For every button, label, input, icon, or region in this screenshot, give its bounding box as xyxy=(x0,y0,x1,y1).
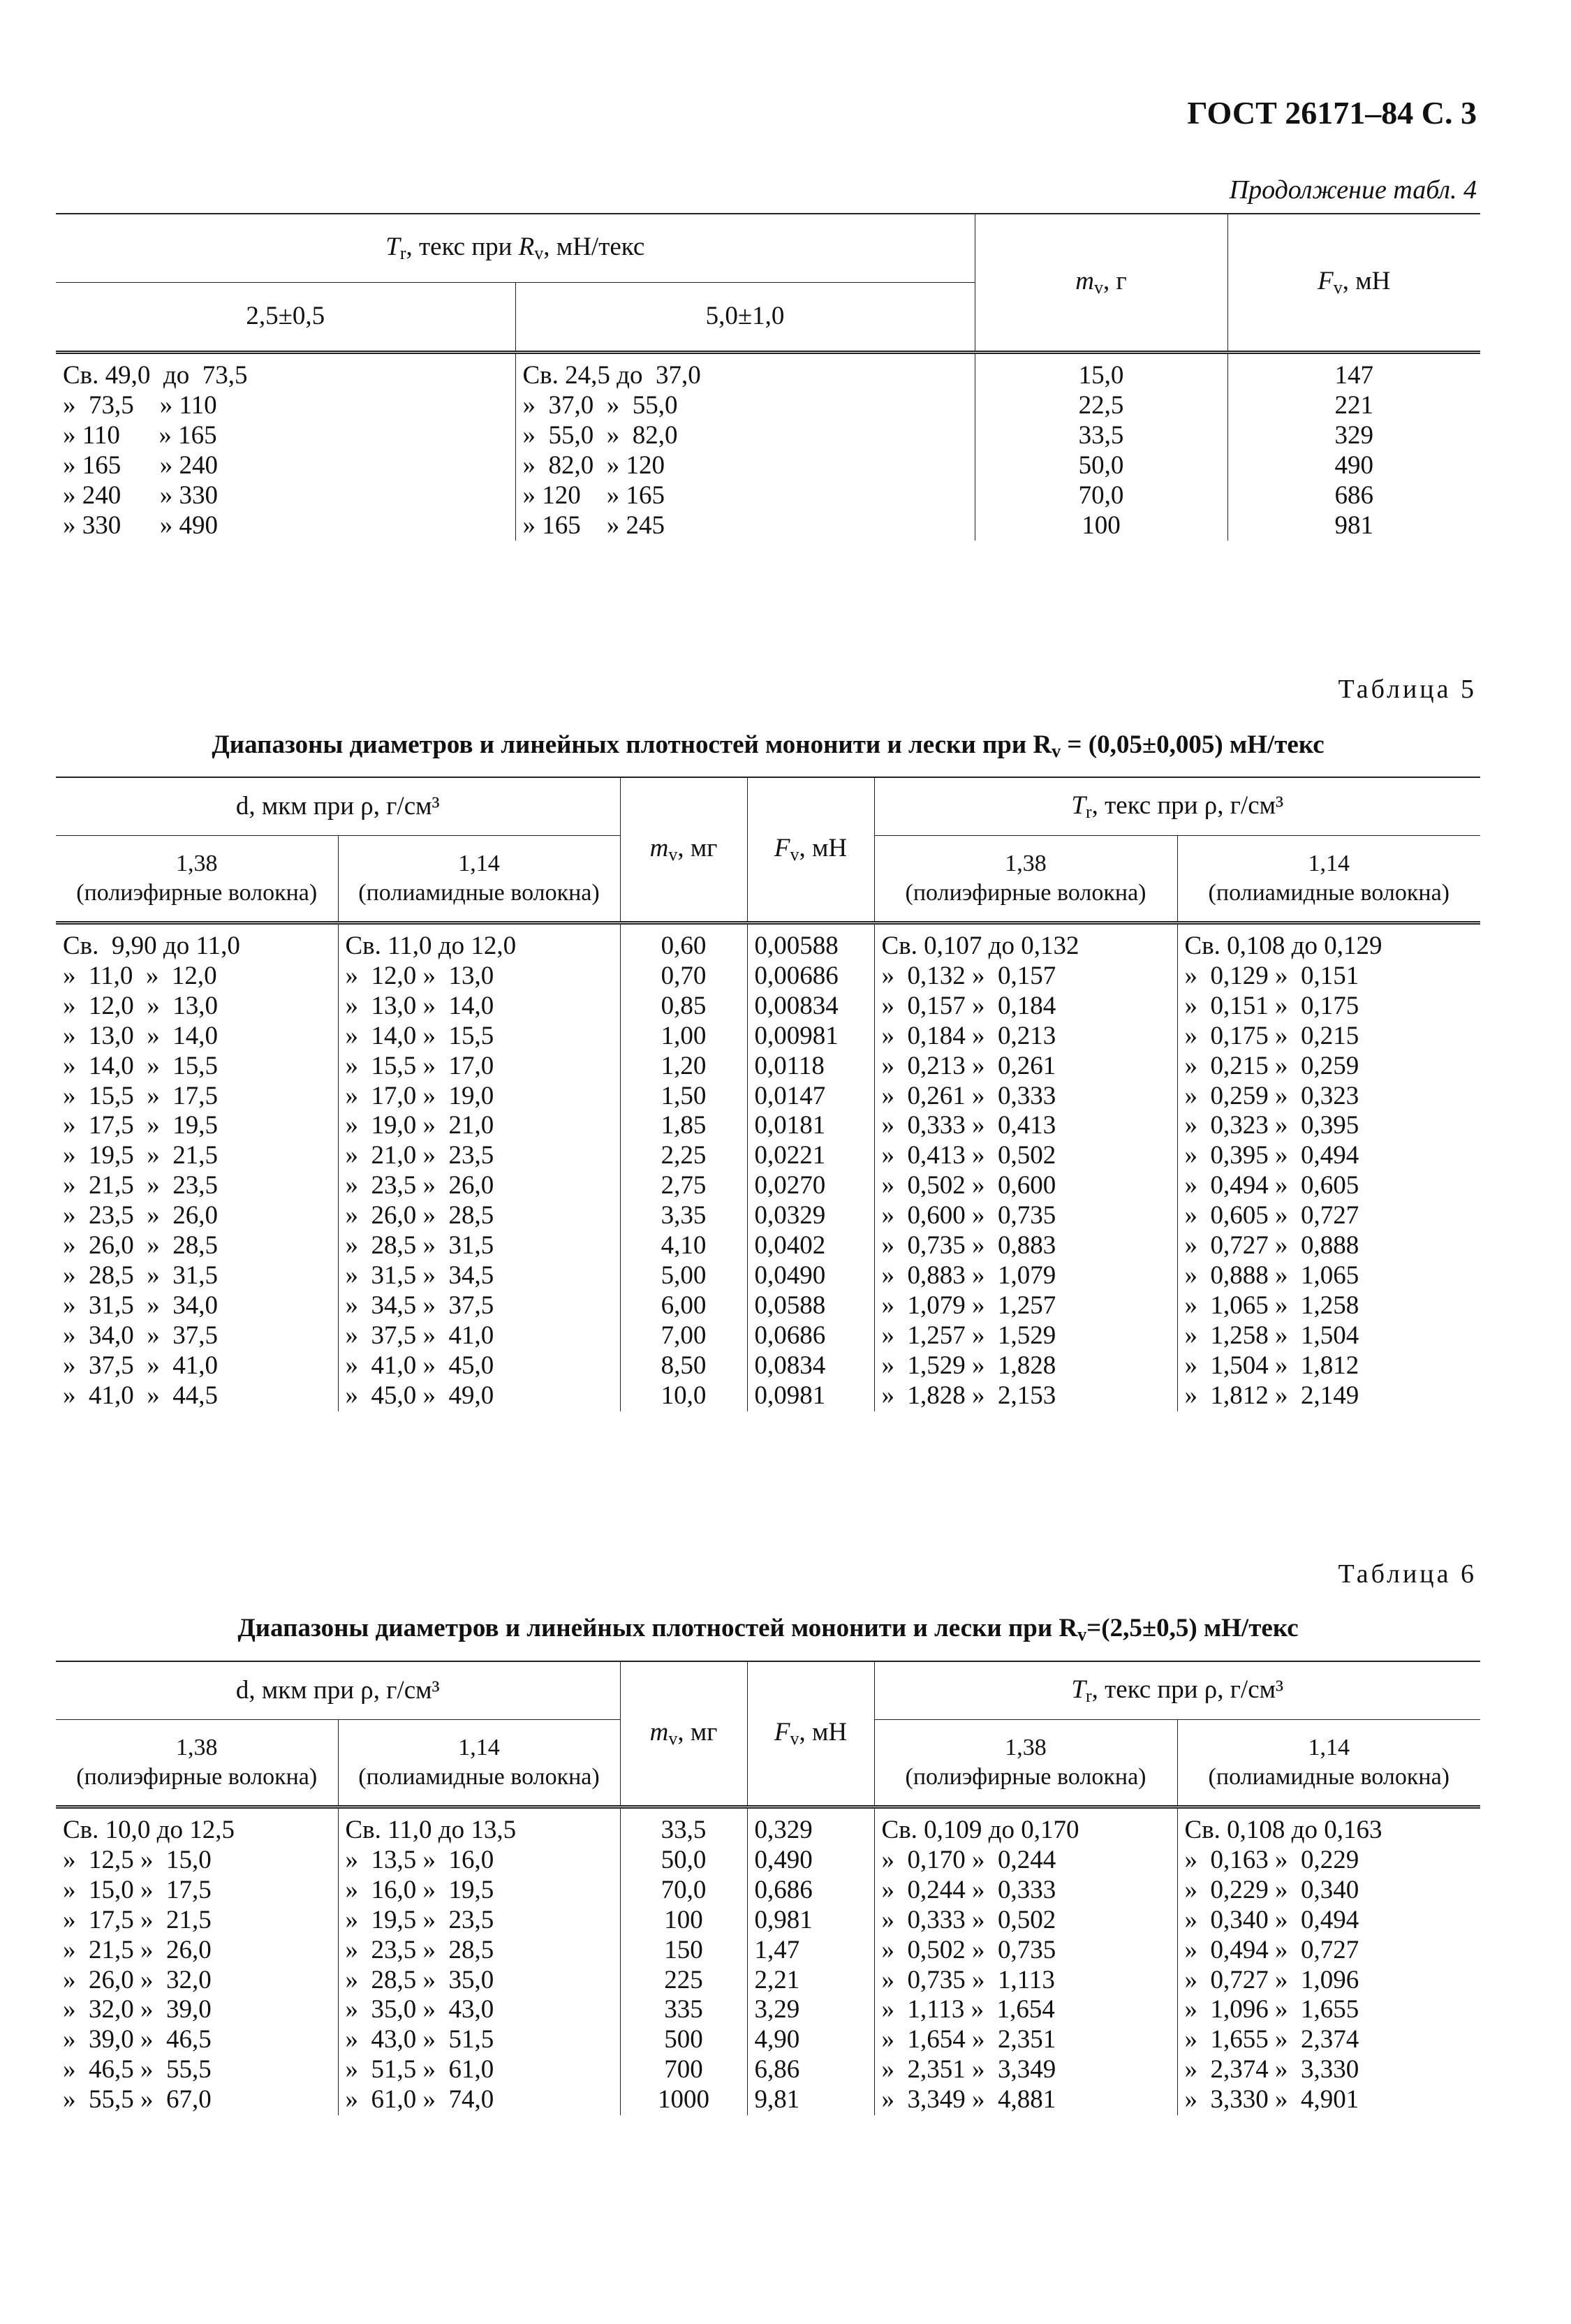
table-cell: » 0,170 » 0,244 xyxy=(874,1846,1177,1876)
table-cell: » 0,735 » 0,883 xyxy=(874,1231,1177,1261)
table-cell: » 32,0 » 39,0 xyxy=(63,1995,212,2024)
table-cell: 1,20 xyxy=(620,1052,747,1082)
table-cell: 335 xyxy=(620,1995,747,2025)
table-cell: » 73,5 » 110 xyxy=(63,390,217,420)
table-cell: » 41,0 » 45,0 xyxy=(338,1351,620,1381)
table-cell: » 28,5 » 35,0 xyxy=(338,1966,620,1996)
table-cell: » 21,5 » 23,5 xyxy=(63,1171,218,1200)
table-cell: 33,5 xyxy=(620,1807,747,1846)
table-cell: 50,0 xyxy=(975,451,1227,481)
table-cell: » 35,0 » 43,0 xyxy=(338,1995,620,2025)
t5-body xyxy=(56,923,1480,1411)
table-row xyxy=(56,923,1480,962)
table-cell: 0,00981 xyxy=(747,1022,874,1052)
table-cell: » 13,5 » 16,0 xyxy=(338,1846,620,1876)
table-4 xyxy=(56,213,1480,540)
table-cell: 50,0 xyxy=(620,1846,747,1876)
table-cell: » 19,5 » 21,5 xyxy=(63,1141,218,1170)
table-cell: 147 xyxy=(1227,353,1480,391)
table-cell: Св. 0,108 до 0,163 xyxy=(1177,1807,1480,1846)
table-cell: » 0,333 » 0,413 xyxy=(874,1111,1177,1141)
table-cell: 0,00686 xyxy=(747,962,874,992)
table-cell: » 0,259 » 0,323 xyxy=(1177,1082,1480,1112)
table-row xyxy=(56,1261,1480,1291)
table-cell: » 1,812 » 2,149 xyxy=(1177,1381,1480,1411)
table-row xyxy=(56,1936,1480,1966)
table-cell: » 0,883 » 1,079 xyxy=(874,1261,1177,1291)
table-cell: » 120 » 165 xyxy=(515,481,975,511)
table-cell: 0,00588 xyxy=(747,923,874,962)
table-cell: 0,0686 xyxy=(747,1321,874,1351)
table-row xyxy=(56,451,1480,481)
table-cell: 0,0118 xyxy=(747,1052,874,1082)
table-cell: » 17,0 » 19,0 xyxy=(338,1082,620,1112)
t6-header-fv: $F_v$, мН xyxy=(747,1661,874,1807)
table-cell: » 23,5 » 28,5 xyxy=(338,1936,620,1966)
table-cell: » 34,5 » 37,5 xyxy=(338,1291,620,1321)
table-row xyxy=(56,1022,1480,1052)
table-cell: » 1,258 » 1,504 xyxy=(1177,1321,1480,1351)
table-cell: 0,981 xyxy=(747,1906,874,1936)
table-6-label: Таблица 6 xyxy=(1338,1559,1477,1589)
table-cell: » 21,5 » 26,0 xyxy=(63,1935,212,1964)
table-cell: » 45,0 » 49,0 xyxy=(338,1381,620,1411)
table-cell: » 1,113 » 1,654 xyxy=(874,1995,1177,2025)
table-cell: Св. 0,107 до 0,132 xyxy=(874,923,1177,962)
table-cell: » 0,151 » 0,175 xyxy=(1177,992,1480,1022)
table-cell: » 16,0 » 19,5 xyxy=(338,1876,620,1906)
table-cell: Св. 24,5 до 37,0 xyxy=(515,353,975,391)
table-cell: » 23,5 » 26,0 xyxy=(338,1171,620,1201)
table-cell: 0,70 xyxy=(620,962,747,992)
table-cell: 0,490 xyxy=(747,1846,874,1876)
table-cell: 15,0 xyxy=(975,353,1227,391)
table-cell: » 0,229 » 0,340 xyxy=(1177,1876,1480,1906)
t6-sub-col-3: 1,38 (полиэфирные волокна) xyxy=(874,1720,1177,1807)
table-cell: » 37,5 » 41,0 xyxy=(338,1321,620,1351)
table-cell: » 165 » 240 xyxy=(63,450,218,480)
table-cell: 329 xyxy=(1227,421,1480,451)
table-cell: » 15,0 » 17,5 xyxy=(63,1875,212,1904)
table-cell: 6,00 xyxy=(620,1291,747,1321)
table-cell: » 12,5 » 15,0 xyxy=(63,1845,212,1874)
table-row xyxy=(56,1141,1480,1171)
table-cell: » 0,163 » 0,229 xyxy=(1177,1846,1480,1876)
table-cell: 0,0490 xyxy=(747,1261,874,1291)
table-5 xyxy=(56,777,1480,1411)
t5-header-d: d, мкм при ρ, г/см³ xyxy=(56,777,620,836)
table-cell: 0,0270 xyxy=(747,1171,874,1201)
table-row xyxy=(56,1291,1480,1321)
table-cell: » 0,494 » 0,605 xyxy=(1177,1171,1480,1201)
table-cell: 4,10 xyxy=(620,1231,747,1261)
t5-sub-col-3: 1,38 (полиэфирные волокна) xyxy=(874,836,1177,923)
table-row xyxy=(56,1201,1480,1231)
table-cell: » 165 » 245 xyxy=(515,511,975,541)
table-cell: » 1,257 » 1,529 xyxy=(874,1321,1177,1351)
table-row xyxy=(56,421,1480,451)
t6-sub-col-4: 1,14 (полиамидные волокна) xyxy=(1177,1720,1480,1807)
table-cell: 3,29 xyxy=(747,1995,874,2025)
table-cell: » 19,0 » 21,0 xyxy=(338,1111,620,1141)
t4-header-col-a: 2,5±0,5 xyxy=(56,283,515,353)
table-cell: 7,00 xyxy=(620,1321,747,1351)
table-cell: 0,686 xyxy=(747,1876,874,1906)
table-cell: 100 xyxy=(975,511,1227,541)
table-cell: Св. 0,109 до 0,170 xyxy=(874,1807,1177,1846)
t5-sub-col-2: 1,14 (полиамидные волокна) xyxy=(338,836,620,923)
table-row xyxy=(56,1052,1480,1082)
table-cell: » 1,828 » 2,153 xyxy=(874,1381,1177,1411)
table-cell: » 28,5 » 31,5 xyxy=(338,1231,620,1261)
table-row xyxy=(56,2055,1480,2085)
table-cell: » 43,0 » 51,5 xyxy=(338,2025,620,2055)
table-cell: 500 xyxy=(620,2025,747,2055)
table-cell: » 0,175 » 0,215 xyxy=(1177,1022,1480,1052)
table-cell: » 0,157 » 0,184 xyxy=(874,992,1177,1022)
table-cell: » 0,888 » 1,065 xyxy=(1177,1261,1480,1291)
table-cell: 100 xyxy=(620,1906,747,1936)
table-cell: 225 xyxy=(620,1966,747,1996)
table-cell: » 0,340 » 0,494 xyxy=(1177,1906,1480,1936)
table-cell: » 26,0 » 28,5 xyxy=(63,1231,218,1260)
table-cell: » 0,213 » 0,261 xyxy=(874,1052,1177,1082)
table-row xyxy=(56,962,1480,992)
table-6-title: Диапазоны диаметров и линейных плотностей мононити и лески при $R_v=(2,5\pm 0,5)$ мН/текс xyxy=(237,1614,1299,1645)
table-cell: » 1,504 » 1,812 xyxy=(1177,1351,1480,1381)
t5-sub-col-4: 1,14 (полиамидные волокна) xyxy=(1177,836,1480,923)
table-cell: » 46,5 » 55,5 xyxy=(63,2055,212,2084)
table-cell: » 2,351 » 3,349 xyxy=(874,2055,1177,2085)
table-cell: 1000 xyxy=(620,2085,747,2115)
table-cell: » 13,0 » 14,0 xyxy=(338,992,620,1022)
table-cell: » 1,096 » 1,655 xyxy=(1177,1995,1480,2025)
table-cell: » 15,5 » 17,0 xyxy=(338,1052,620,1082)
table-cell: 6,86 xyxy=(747,2055,874,2085)
table-cell: » 0,727 » 1,096 xyxy=(1177,1966,1480,1996)
table-cell: » 61,0 » 74,0 xyxy=(338,2085,620,2115)
table-cell: 1,50 xyxy=(620,1082,747,1112)
t6-sub-col-1: 1,38 (полиэфирные волокна) xyxy=(56,1720,338,1807)
t5-header-mv: $m_v$, мг xyxy=(620,777,747,923)
table-row xyxy=(56,1171,1480,1201)
table-cell: » 11,0 » 12,0 xyxy=(63,961,217,990)
table-cell: » 2,374 » 3,330 xyxy=(1177,2055,1480,2085)
table-cell: 0,85 xyxy=(620,992,747,1022)
table-row xyxy=(56,511,1480,541)
table-cell: » 41,0 » 44,5 xyxy=(63,1381,218,1410)
t6-header-d: d, мкм при ρ, г/см³ xyxy=(56,1661,620,1720)
table-cell: 1,47 xyxy=(747,1936,874,1966)
table-cell: » 0,184 » 0,213 xyxy=(874,1022,1177,1052)
table-cell: » 1,529 » 1,828 xyxy=(874,1351,1177,1381)
table-cell: » 0,502 » 0,600 xyxy=(874,1171,1177,1201)
table-row xyxy=(56,1231,1480,1261)
t6-body xyxy=(56,1807,1480,2116)
table-cell: » 0,215 » 0,259 xyxy=(1177,1052,1480,1082)
table-cell: 22,5 xyxy=(975,391,1227,421)
table-cell: » 17,5 » 21,5 xyxy=(63,1905,212,1934)
table-cell: » 55,0 » 82,0 xyxy=(515,421,975,451)
t6-sub-col-2: 1,14 (полиамидные волокна) xyxy=(338,1720,620,1807)
table-cell: » 14,0 » 15,5 xyxy=(338,1022,620,1052)
table-cell: » 1,065 » 1,258 xyxy=(1177,1291,1480,1321)
table-cell: 0,0834 xyxy=(747,1351,874,1381)
table-cell: » 3,349 » 4,881 xyxy=(874,2085,1177,2115)
table-cell: 0,0147 xyxy=(747,1082,874,1112)
table-cell: » 12,0 » 13,0 xyxy=(63,991,218,1020)
table-cell: » 1,079 » 1,257 xyxy=(874,1291,1177,1321)
table-cell: » 0,132 » 0,157 xyxy=(874,962,1177,992)
table-cell: » 26,0 » 28,5 xyxy=(338,1201,620,1231)
table-row xyxy=(56,1906,1480,1936)
table-cell: 150 xyxy=(620,1936,747,1966)
t4-header-tr: $T_r$, текс при $R_v$, мН/текс xyxy=(56,214,975,283)
t4-header-mv: $m_v$, г xyxy=(975,214,1227,353)
table-cell: 2,25 xyxy=(620,1141,747,1171)
t4-body xyxy=(56,353,1480,541)
table-cell: » 21,0 » 23,5 xyxy=(338,1141,620,1171)
table-row xyxy=(56,1321,1480,1351)
table-row xyxy=(56,1082,1480,1112)
table-cell: » 3,330 » 4,901 xyxy=(1177,2085,1480,2115)
table-cell: » 330 » 490 xyxy=(63,510,218,540)
table-cell: 0,00834 xyxy=(747,992,874,1022)
table-cell: » 0,605 » 0,727 xyxy=(1177,1201,1480,1231)
table-cell: 0,329 xyxy=(747,1807,874,1846)
table-row xyxy=(56,1846,1480,1876)
table-cell: 5,00 xyxy=(620,1261,747,1291)
t5-header-fv: $F_v$, мН xyxy=(747,777,874,923)
table-cell: 1,00 xyxy=(620,1022,747,1052)
table-cell: 33,5 xyxy=(975,421,1227,451)
table-cell: » 0,395 » 0,494 xyxy=(1177,1141,1480,1171)
table-cell: 0,0588 xyxy=(747,1291,874,1321)
table-cell: Св. 11,0 до 13,5 xyxy=(338,1807,620,1846)
table-cell: 0,0981 xyxy=(747,1381,874,1411)
table-cell: 8,50 xyxy=(620,1351,747,1381)
table-cell: » 17,5 » 19,5 xyxy=(63,1111,218,1140)
table-cell: 0,0402 xyxy=(747,1231,874,1261)
table-cell: 490 xyxy=(1227,451,1480,481)
table-cell: Св. 9,90 до 11,0 xyxy=(63,932,240,960)
table-row xyxy=(56,1966,1480,1996)
table-5-title: Диапазоны диаметров и линейных плотностей мононити и лески при $R_v = (0,05\pm 0,005)$ мН/текс xyxy=(212,730,1325,761)
table-row xyxy=(56,1351,1480,1381)
table-6 xyxy=(56,1661,1480,2115)
table-cell: » 1,654 » 2,351 xyxy=(874,2025,1177,2055)
table-cell: » 0,129 » 0,151 xyxy=(1177,962,1480,992)
table-row xyxy=(56,1381,1480,1411)
table-cell: » 19,5 » 23,5 xyxy=(338,1906,620,1936)
table-cell: » 34,0 » 37,5 xyxy=(63,1321,218,1350)
table-cell: » 0,323 » 0,395 xyxy=(1177,1111,1480,1141)
table-cell: 3,35 xyxy=(620,1201,747,1231)
table-cell: 9,81 xyxy=(747,2085,874,2115)
table-cell: 2,21 xyxy=(747,1966,874,1996)
table-cell: Св. 10,0 до 12,5 xyxy=(63,1816,235,1844)
table-cell: 2,75 xyxy=(620,1171,747,1201)
table-cell: » 31,5 » 34,5 xyxy=(338,1261,620,1291)
table-cell: Св. 0,108 до 0,129 xyxy=(1177,923,1480,962)
table-cell: » 13,0 » 14,0 xyxy=(63,1021,218,1050)
table-cell: 10,0 xyxy=(620,1381,747,1411)
table-cell: » 0,244 » 0,333 xyxy=(874,1876,1177,1906)
table-row xyxy=(56,2025,1480,2055)
table-row xyxy=(56,1876,1480,1906)
table-cell: 0,0221 xyxy=(747,1141,874,1171)
table-row xyxy=(56,1995,1480,2025)
table-cell: 4,90 xyxy=(747,2025,874,2055)
table-cell: Св. 11,0 до 12,0 xyxy=(338,923,620,962)
table-cell: » 0,261 » 0,333 xyxy=(874,1082,1177,1112)
table-cell: 70,0 xyxy=(620,1876,747,1906)
table-cell: » 0,600 » 0,735 xyxy=(874,1201,1177,1231)
table-cell: 981 xyxy=(1227,511,1480,541)
table-row xyxy=(56,391,1480,421)
table-cell: 686 xyxy=(1227,481,1480,511)
table-cell: » 26,0 » 32,0 xyxy=(63,1965,212,1994)
table-cell: » 51,5 » 61,0 xyxy=(338,2055,620,2085)
table-cell: » 0,333 » 0,502 xyxy=(874,1906,1177,1936)
table-cell: » 23,5 » 26,0 xyxy=(63,1201,218,1230)
table-cell: » 0,413 » 0,502 xyxy=(874,1141,1177,1171)
table-cell: » 0,727 » 0,888 xyxy=(1177,1231,1480,1261)
t5-sub-col-1: 1,38 (полиэфирные волокна) xyxy=(56,836,338,923)
table-row xyxy=(56,481,1480,511)
table-cell: 700 xyxy=(620,2055,747,2085)
page-header: ГОСТ 26171–84 С. 3 xyxy=(1187,95,1477,131)
t4-header-fv: $F_v$, мН xyxy=(1227,214,1480,353)
t4-header-col-b: 5,0±1,0 xyxy=(515,283,975,353)
table-cell: » 55,5 » 67,0 xyxy=(63,2085,212,2115)
table-cell: » 37,5 » 41,0 xyxy=(63,1351,218,1380)
table-cell: » 31,5 » 34,0 xyxy=(63,1290,218,1320)
table-cell: » 15,5 » 17,5 xyxy=(63,1081,218,1110)
table-cell: 0,0329 xyxy=(747,1201,874,1231)
table-cell: 221 xyxy=(1227,391,1480,421)
table-cell: » 39,0 » 46,5 xyxy=(63,2025,212,2054)
table-cell: » 240 » 330 xyxy=(63,480,218,510)
table-cell: » 12,0 » 13,0 xyxy=(338,962,620,992)
table-row xyxy=(56,992,1480,1022)
t6-header-tr: $T_r$, текс при ρ, г/см³ xyxy=(874,1661,1480,1720)
table-cell: » 1,655 » 2,374 xyxy=(1177,2025,1480,2055)
table-row xyxy=(56,2085,1480,2115)
table-cell: Св. 49,0 до 73,5 xyxy=(63,361,248,390)
table-cell: 70,0 xyxy=(975,481,1227,511)
table-row xyxy=(56,1111,1480,1141)
t5-header-tr: $T_r$, текс при ρ, г/см³ xyxy=(874,777,1480,836)
table-cell: » 0,502 » 0,735 xyxy=(874,1936,1177,1966)
table-cell: » 14,0 » 15,5 xyxy=(63,1051,218,1080)
table-cell: 1,85 xyxy=(620,1111,747,1141)
table-cell: 0,60 xyxy=(620,923,747,962)
table-cell: 0,0181 xyxy=(747,1111,874,1141)
table-row xyxy=(56,1807,1480,1846)
table-cell: » 110 » 165 xyxy=(63,420,217,450)
continuation-caption: Продолжение табл. 4 xyxy=(1229,175,1477,205)
table-cell: » 0,494 » 0,727 xyxy=(1177,1936,1480,1966)
table-cell: » 28,5 » 31,5 xyxy=(63,1260,218,1290)
table-cell: » 0,735 » 1,113 xyxy=(874,1966,1177,1996)
table-cell: » 82,0 » 120 xyxy=(515,451,975,481)
table-cell: » 37,0 » 55,0 xyxy=(515,391,975,421)
table-5-label: Таблица 5 xyxy=(1338,675,1477,704)
t6-header-mv: $m_v$, мг xyxy=(620,1661,747,1807)
table-row xyxy=(56,353,1480,391)
